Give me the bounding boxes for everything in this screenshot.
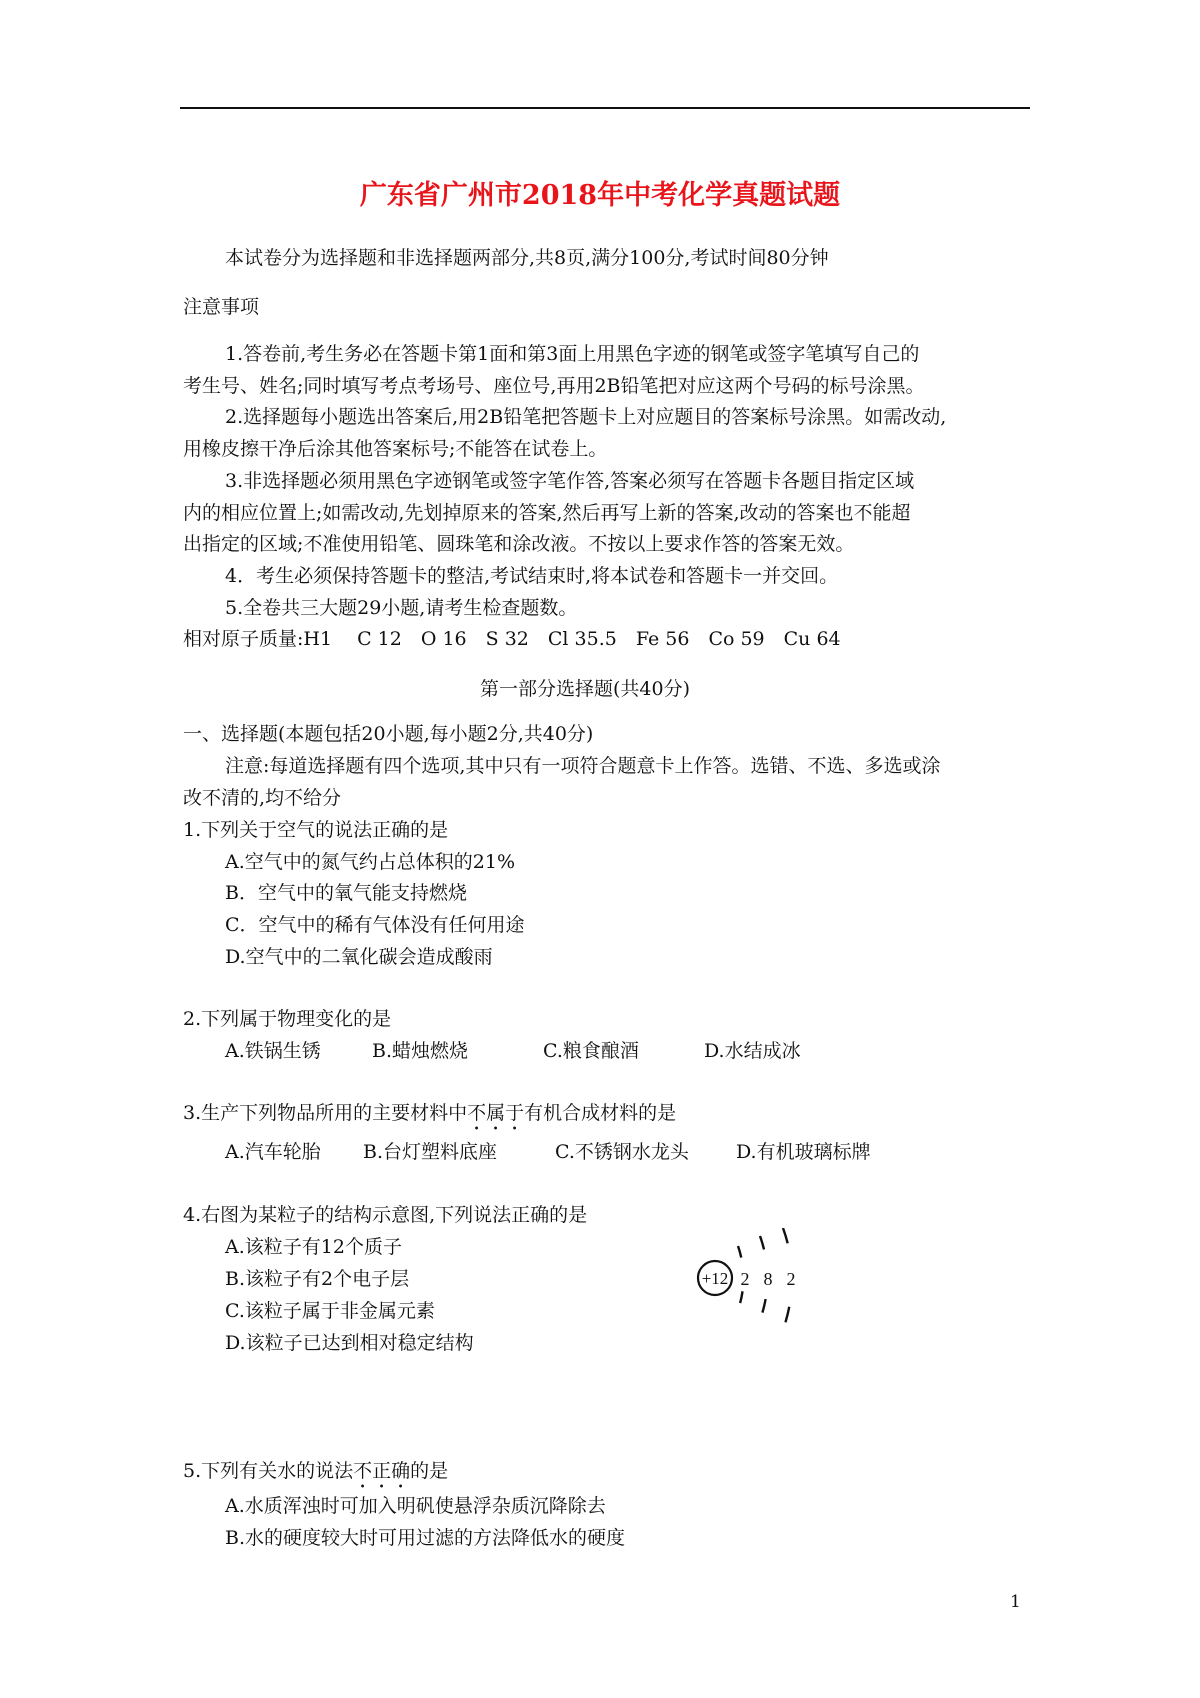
option: C.该粒子属于非金属元素 bbox=[225, 1300, 435, 1322]
option: B．空气中的氧气能支持燃烧 bbox=[225, 882, 467, 904]
option: A.该粒子有12个质子 bbox=[225, 1236, 402, 1258]
option: A.水质浑浊时可加入明矾使悬浮杂质沉降除去 bbox=[225, 1495, 606, 1517]
atom-structure-diagram bbox=[688, 1228, 800, 1332]
page-title: 广东省广州市2018年中考化学真题试题 bbox=[359, 180, 841, 211]
option: A.铁锅生锈 bbox=[225, 1040, 321, 1062]
section-note: 改不清的,均不给分 bbox=[183, 787, 342, 809]
header-rule bbox=[180, 107, 1030, 109]
notes-heading: 注意事项 bbox=[183, 296, 260, 318]
note-line: 出指定的区域;不准使用铅笔、圆珠笔和涂改液。不按以上要求作答的答案无效。 bbox=[183, 533, 855, 555]
option: B.该粒子有2个电子层 bbox=[225, 1268, 410, 1290]
note-line: 5.全卷共三大题29小题,请考生检查题数。 bbox=[225, 597, 578, 619]
stem-text: 3.生产下列物品所用的主要材料中 bbox=[183, 1102, 468, 1124]
question-stem: 4.右图为某粒子的结构示意图,下列说法正确的是 bbox=[183, 1204, 588, 1226]
emphasis-text: 不正确 bbox=[353, 1460, 411, 1482]
question-stem: 1.下列关于空气的说法正确的是 bbox=[183, 819, 449, 841]
option: D.空气中的二氧化碳会造成酸雨 bbox=[225, 946, 493, 968]
shell-electron-count: 2 bbox=[786, 1269, 796, 1289]
question-stem: 2.下列属于物理变化的是 bbox=[183, 1008, 392, 1030]
question-stem bbox=[183, 1101, 676, 1135]
option: D.有机玻璃标牌 bbox=[736, 1141, 871, 1163]
note-line: 考生号、姓名;同时填写考点考场号、座位号,再用2B铅笔把对应这两个号码的标号涂黑。 bbox=[183, 375, 925, 397]
option: C.不锈钢水龙头 bbox=[555, 1141, 689, 1163]
option: C.粮食酿酒 bbox=[543, 1040, 639, 1062]
option: D.水结成冰 bbox=[704, 1040, 801, 1062]
option: D.该粒子已达到相对稳定结构 bbox=[225, 1332, 474, 1354]
option: C．空气中的稀有气体没有任何用途 bbox=[225, 914, 525, 936]
question-stem bbox=[183, 1459, 448, 1493]
option: B.蜡烛燃烧 bbox=[372, 1040, 469, 1062]
option: A.空气中的氮气约占总体积的21% bbox=[225, 851, 515, 873]
note-line: 2.选择题每小题选出答案后,用2B铅笔把答题卡上对应题目的答案标号涂黑。如需改动, bbox=[225, 406, 947, 428]
note-line: 用橡皮擦干净后涂其他答案标号;不能答在试卷上。 bbox=[183, 438, 608, 460]
part-heading: 第一部分选择题(共40分) bbox=[480, 678, 691, 700]
emphasis-text: 不属于 bbox=[467, 1102, 525, 1124]
section-heading: 一、选择题(本题包括20小题,每小题2分,共40分) bbox=[183, 723, 594, 745]
shell-electron-count: 2 bbox=[740, 1269, 750, 1289]
nucleus-charge: +12 bbox=[701, 1269, 729, 1288]
option: B.水的硬度较大时可用过滤的方法降低水的硬度 bbox=[225, 1527, 626, 1549]
page-number: 1 bbox=[1010, 1592, 1021, 1612]
stem-text: 有机合成材料的是 bbox=[524, 1102, 677, 1124]
note-line: 内的相应位置上;如需改动,先划掉原来的答案,然后再写上新的答案,改动的答案也不能超 bbox=[183, 502, 911, 524]
note-line: 1.答卷前,考生务必在答题卡第1面和第3面上用黑色字迹的钢笔或签字笔填写自己的 bbox=[225, 343, 920, 365]
option: B.台灯塑料底座 bbox=[363, 1141, 498, 1163]
stem-text: 5.下列有关水的说法 bbox=[183, 1460, 354, 1482]
note-line: 3.非选择题必须用黑色字迹钢笔或签字笔作答,答案必须写在答题卡各题目指定区域 bbox=[225, 470, 915, 492]
note-line: 4．考生必须保持答题卡的整洁,考试结束时,将本试卷和答题卡一并交回。 bbox=[225, 565, 839, 587]
atomic-mass-line: 相对原子质量:H1 C 12 O 16 S 32 Cl 35.5 Fe 56 Co 59 Cu 64 bbox=[183, 628, 841, 650]
shell-electron-count: 8 bbox=[763, 1269, 773, 1289]
exam-intro: 本试卷分为选择题和非选择题两部分,共8页,满分100分,考试时间80分钟 bbox=[225, 247, 829, 269]
section-note: 注意:每道选择题有四个选项,其中只有一项符合题意卡上作答。选错、不选、多选或涂 bbox=[225, 755, 941, 777]
option: A.汽车轮胎 bbox=[225, 1141, 321, 1163]
stem-text: 的是 bbox=[410, 1460, 449, 1482]
